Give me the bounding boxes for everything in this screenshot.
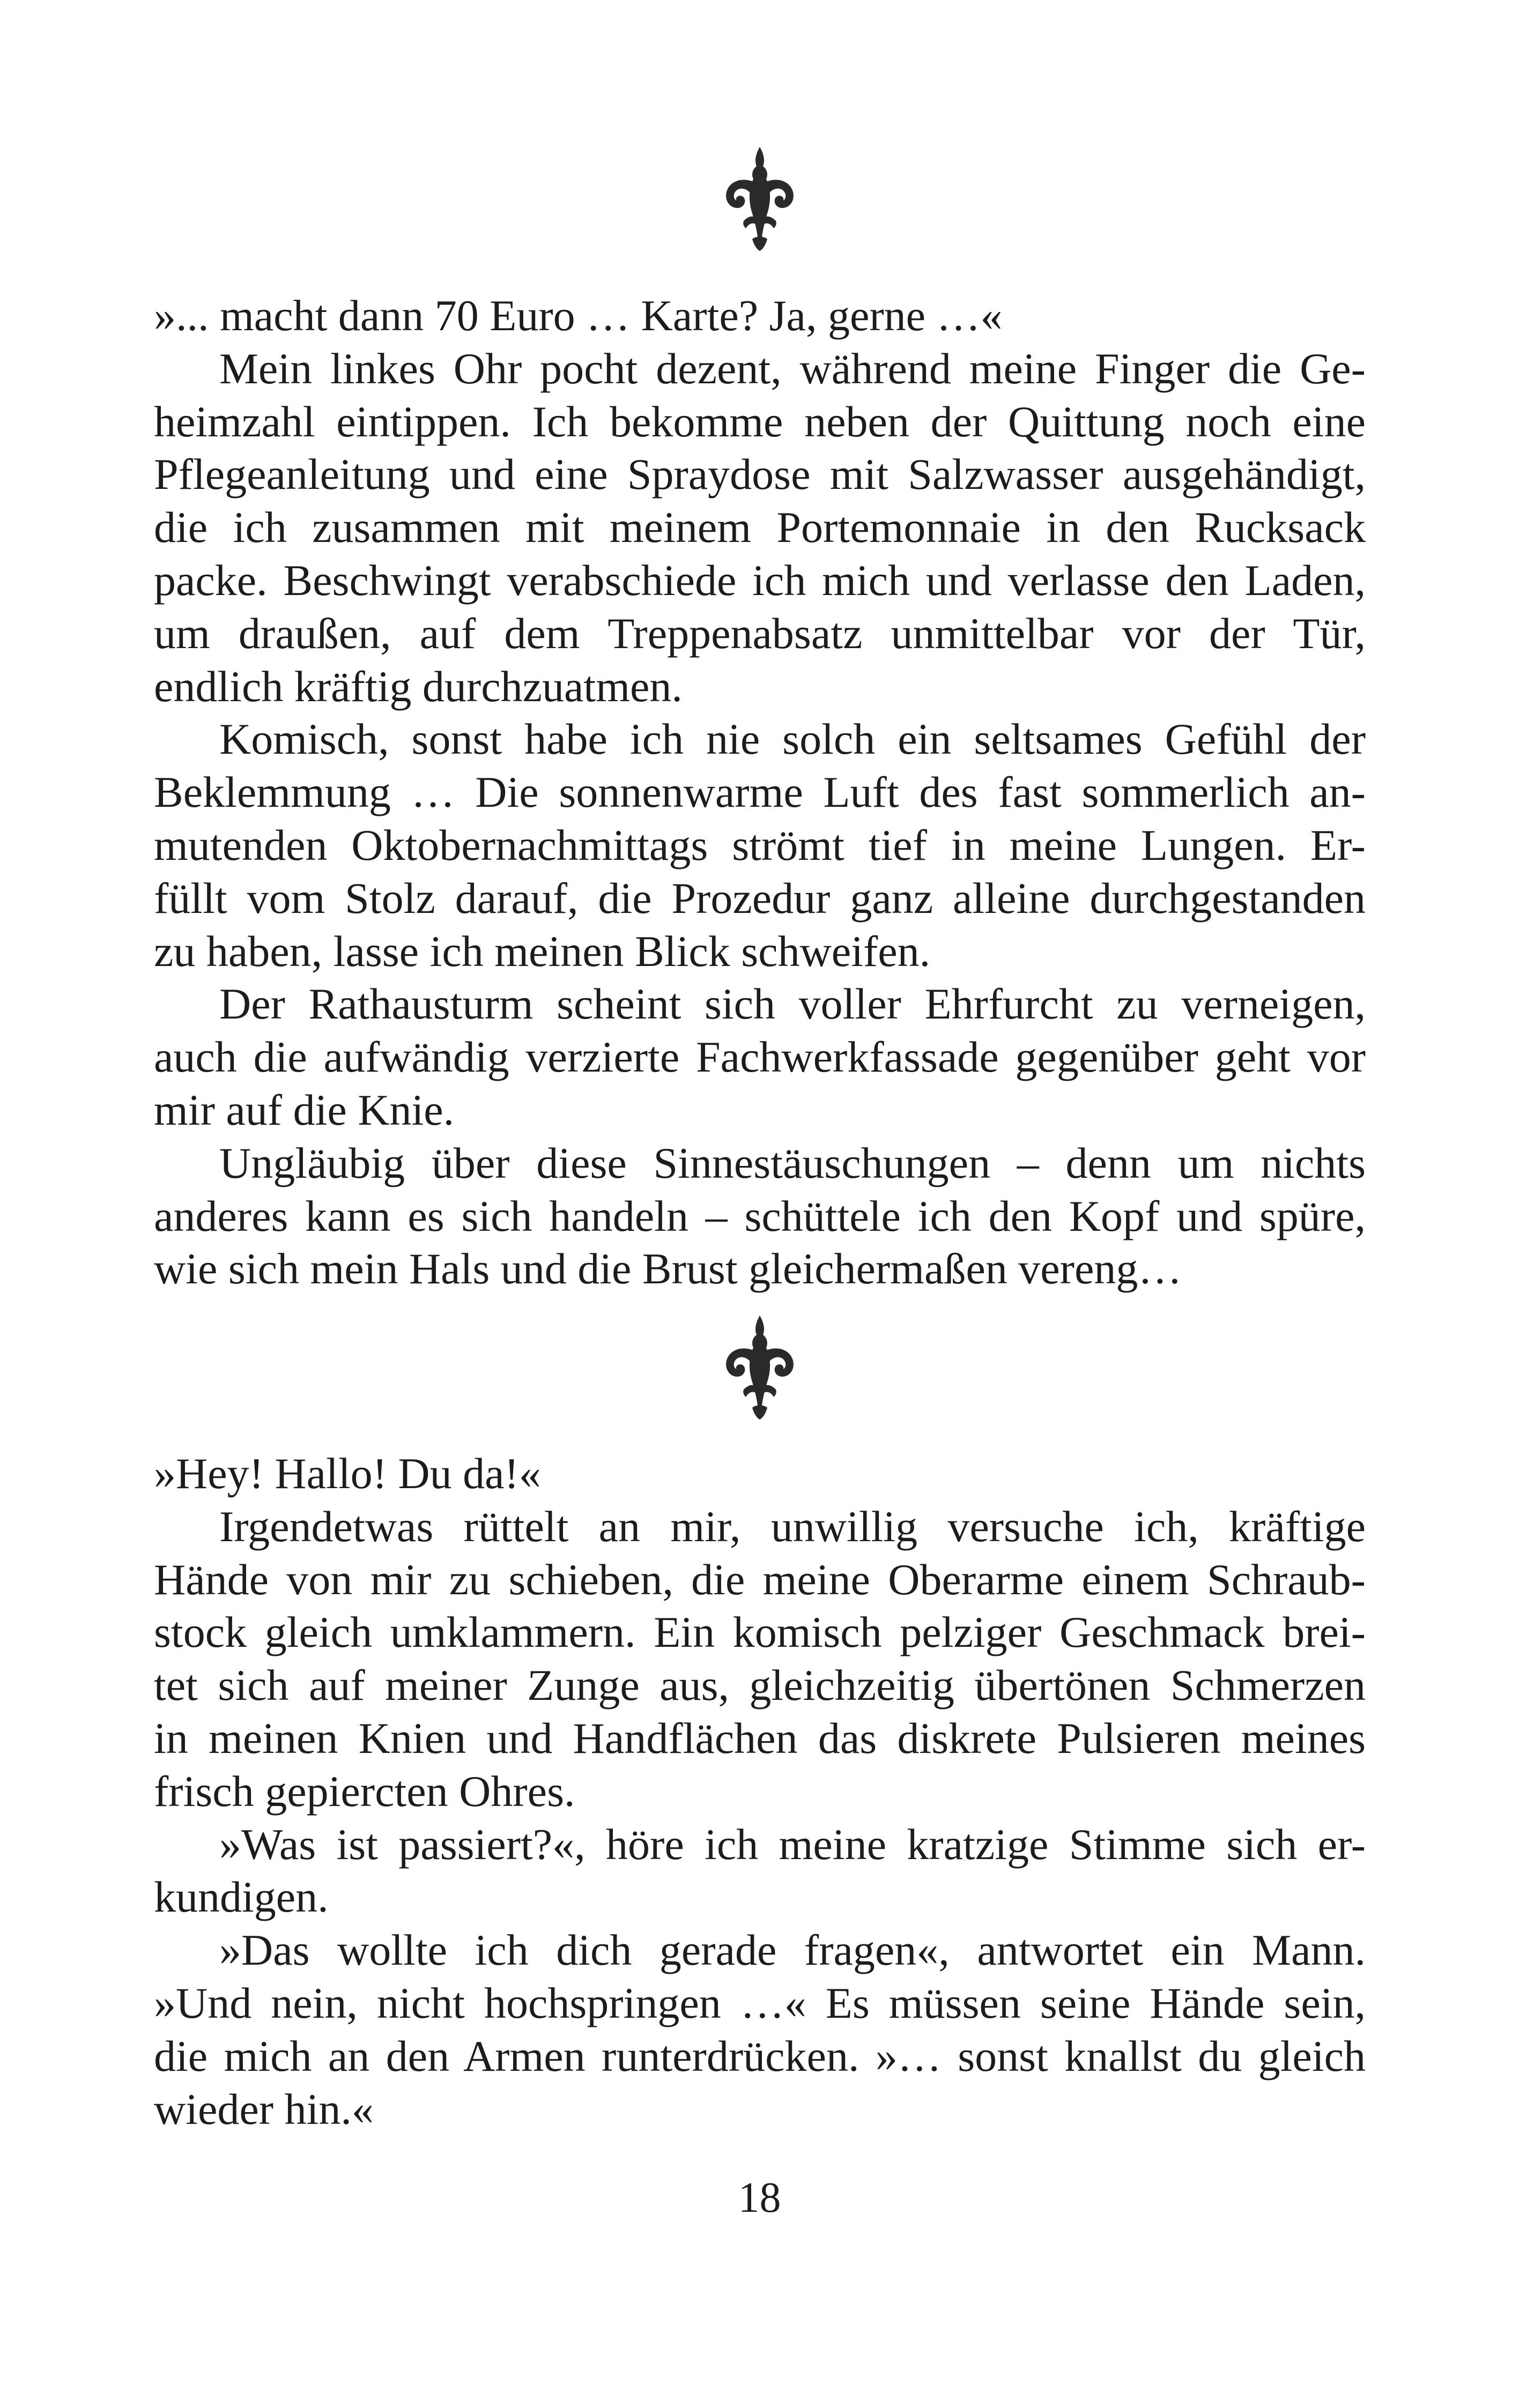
text-line: frisch gepiercten Ohres. [154, 1766, 575, 1816]
text-line: »Und nein, nicht hochspringen …« Es müssen seine Hände sein, [154, 1978, 1366, 2027]
text-line: anderes kann es sich handeln – schüttele ich den Kopf und spüre, [154, 1191, 1366, 1240]
text-line: Mein linkes Ohr pocht dezent, während meine Finger die Ge- [219, 344, 1366, 393]
text-line: »Das wollte ich dich gerade fragen«, antwortet ein Mann. [219, 1926, 1366, 1975]
text-line: stock gleich umklammern. Ein komisch pelziger Geschmack brei- [154, 1608, 1366, 1657]
text-line: die mich an den Armen runterdrücken. »… sonst knallst du gleich [154, 2031, 1366, 2080]
text-line: Ungläubig über diese Sinnestäuschungen – denn um nichts [219, 1138, 1366, 1187]
text-section-1 [154, 289, 1366, 1296]
text-line: »Hey! Hallo! Du da!« [154, 1449, 541, 1498]
text-line: füllt vom Stolz darauf, die Prozedur ganz alleine durchgestanden [154, 873, 1366, 923]
text-line: auch die aufwändig verzierte Fachwerkfassade gegenüber geht vor [154, 1032, 1366, 1082]
text-line: wieder hin.« [154, 2084, 374, 2134]
text-line: Hände von mir zu schieben, die meine Oberarme einem Schraub- [154, 1555, 1366, 1604]
text-line: »Was ist passiert?«, höre ich meine kratzige Stimme sich er- [219, 1819, 1366, 1869]
page-number: 18 [738, 2174, 781, 2221]
text-line: packe. Beschwingt verabschiede ich mich und verlasse den Laden, [154, 555, 1366, 605]
text-line: Komisch, sonst habe ich nie solch ein seltsames Gefühl der [219, 715, 1366, 764]
fleur-de-lis-icon [722, 1313, 797, 1421]
text-line: endlich kräftig durchzuatmen. [154, 662, 683, 711]
text-line: Irgendetwas rüttelt an mir, unwillig versuche ich, kräftige [219, 1502, 1366, 1551]
text-line: die ich zusammen mit meinem Portemonnaie in den Rucksack [154, 503, 1366, 552]
text-line: tet sich auf meiner Zunge aus, gleichzeitig übertönen Schmerzen [154, 1661, 1366, 1710]
text-line: mir auf die Knie. [154, 1085, 455, 1134]
text-section-2 [154, 1447, 1366, 2136]
text-line: wie sich mein Hals und die Brust gleichermaßen vereng… [154, 1244, 1182, 1294]
fleur-de-lis-icon-graphic [722, 1313, 797, 1421]
text-line: mutenden Oktobernachmittags strömt tief in meine Lungen. Er- [154, 820, 1366, 869]
fleur-de-lis-icon-graphic [722, 145, 797, 252]
text-line: zu haben, lasse ich meinen Blick schweifen. [154, 926, 931, 976]
text-line: »... macht dann 70 Euro … Karte? Ja, gerne …« [154, 291, 1003, 340]
text-line: kundigen. [154, 1872, 329, 1922]
text-line: in meinen Knien und Handflächen das diskrete Pulsieren meines [154, 1713, 1366, 1763]
text-line: um draußen, auf dem Treppenabsatz unmittelbar vor der Tür, [154, 608, 1366, 658]
text-line: Pflegeanleitung und eine Spraydose mit Salzwasser ausgehändigt, [154, 450, 1366, 499]
text-line: Beklemmung … Die sonnenwarme Luft des fast sommerlich an- [154, 768, 1366, 817]
fleur-de-lis-icon [722, 145, 797, 252]
text-line: Der Rathausturm scheint sich voller Ehrfurcht zu verneigen, [219, 979, 1366, 1029]
text-line: heimzahl eintippen. Ich bekomme neben der Quittung noch eine [154, 397, 1366, 446]
